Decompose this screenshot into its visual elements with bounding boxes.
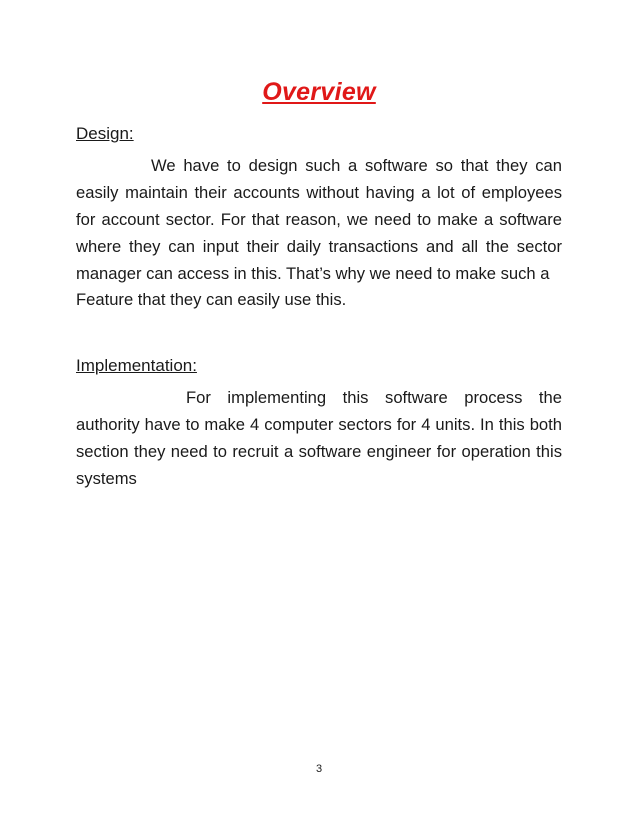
section-heading-design: Design:	[76, 124, 134, 143]
page-title: Overview	[262, 78, 376, 106]
section-paragraph-implementation: For implementing this software process the authority have to make 4 computer sectors for 4 units. In this both section they need to recruit a software engineer for operation this systems	[76, 388, 562, 488]
section-paragraph-design-continuation: Feature that they can easily use this.	[76, 290, 347, 309]
page-number: 3	[315, 763, 323, 775]
section-paragraph-design: We have to design such a software so that they can easily maintain their accounts without having a lot of employees for account sector. For that reason, we need to make a software where they can input their daily transactions and all the sector manager can access in this. That’s why we need to make such a	[76, 156, 562, 283]
section-heading-implementation: Implementation:	[76, 356, 197, 375]
